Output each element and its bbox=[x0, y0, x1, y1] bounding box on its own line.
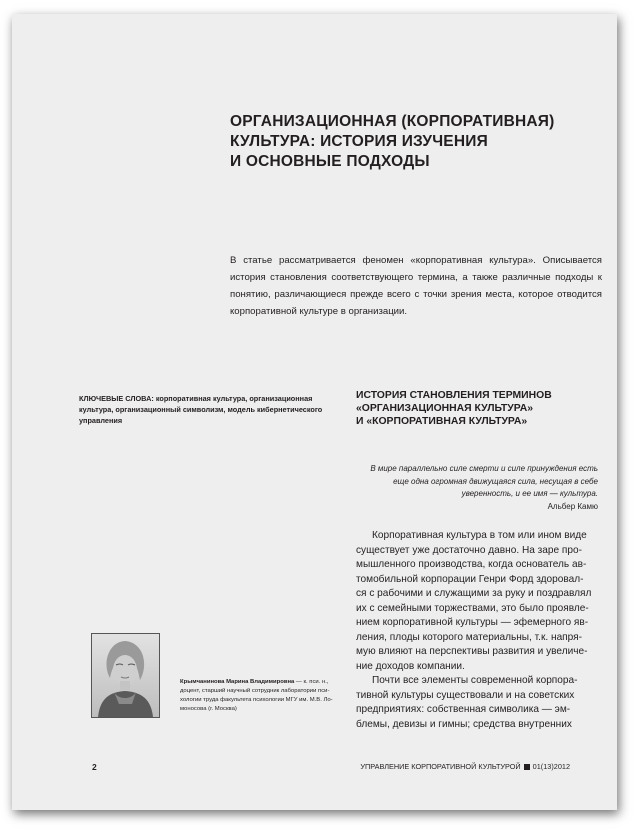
body-line: существует уже достаточно давно. На заре про- bbox=[356, 544, 582, 556]
epigraph bbox=[342, 463, 598, 513]
author-name: Крымчанинова Марина Владимировна bbox=[180, 679, 295, 685]
article-title-line: И ОСНОВНЫЕ ПОДХОДЫ bbox=[230, 153, 430, 170]
epigraph-line: В мире параллельно силе смерти и силе принуждения есть bbox=[370, 464, 598, 473]
journal-footer bbox=[360, 762, 570, 771]
page-number: 2 bbox=[92, 762, 97, 772]
body-line: Корпоративная культура в том или ином виде bbox=[372, 530, 587, 541]
journal-page bbox=[12, 14, 617, 810]
body-line: мую влияют на перспективы развития и увеличе- bbox=[356, 646, 588, 657]
author-bio-line: моносова (г. Москва) bbox=[180, 706, 237, 712]
body-line: тивной культуры существовали и на советских bbox=[356, 689, 575, 701]
section-heading-line: И «КОРПОРАТИВНАЯ КУЛЬТУРА» bbox=[356, 416, 528, 427]
body-line: мышленного производства, когда основатель ав- bbox=[356, 559, 587, 570]
body-line: томобильной корпорации Генри Форд здоровал- bbox=[356, 573, 584, 585]
body-line: нием корпоративной культуры — эфемерного яв- bbox=[356, 617, 589, 628]
author-bio bbox=[180, 678, 332, 714]
epigraph-line: уверенность, и ее имя — культура. bbox=[461, 489, 598, 498]
body-line: предприятиях: собственная символика — эм- bbox=[356, 704, 571, 715]
body-line: ся с рабочими и служащими за руку и поздравлял bbox=[356, 588, 592, 599]
epigraph-line: еще одна огромная движущаяся сила, несущая в себе bbox=[393, 476, 598, 486]
body-line: блемы, девизы и гимны; средства внутренних bbox=[356, 718, 572, 730]
author-degree: — к. пси. н., bbox=[294, 679, 329, 685]
epigraph-author: Альбер Камю bbox=[547, 501, 598, 511]
body-line: Почти все элементы современной корпора- bbox=[372, 675, 578, 686]
section-heading-line: «ОРГАНИЗАЦИОННАЯ КУЛЬТУРА» bbox=[356, 403, 534, 414]
section-heading-line: ИСТОРИЯ СТАНОВЛЕНИЯ ТЕРМИНОВ bbox=[356, 390, 552, 401]
author-photo bbox=[91, 633, 160, 718]
article-body bbox=[356, 529, 591, 732]
section-heading bbox=[356, 389, 606, 428]
journal-issue: 01(13)2012 bbox=[532, 762, 570, 771]
author-bio-line: доцент, старший научный сотрудник лаборатории пси- bbox=[180, 688, 330, 694]
square-bullet-icon bbox=[524, 764, 530, 770]
journal-name: УПРАВЛЕНИЕ КОРПОРАТИВНОЙ КУЛЬТУРОЙ bbox=[360, 762, 521, 771]
body-line: ние доходов компании. bbox=[356, 660, 465, 672]
author-portrait-image bbox=[92, 634, 159, 717]
article-title bbox=[230, 112, 630, 172]
author-bio-line: хологии труда факультета психологии МГУ им. М.В. Ло- bbox=[180, 697, 333, 703]
article-keywords: КЛЮЧЕВЫЕ СЛОВА: корпоративная культура, организационная культура, организационный символизм, модель кибернетического управления bbox=[79, 394, 323, 425]
article-abstract: В статье рассматривается феномен «корпоративная культура». Описывается история становления соответствующего термина, а также различные подходы к понятию, различающиеся прежде всего с точки зрения места, которое отводится корпоративной культуре в организации. bbox=[230, 255, 602, 317]
author-bio-first-line bbox=[180, 678, 332, 687]
article-title-line: КУЛЬТУРА: ИСТОРИЯ ИЗУЧЕНИЯ bbox=[230, 133, 488, 150]
body-line: их с семейными торжествами, это было проявле- bbox=[356, 602, 589, 614]
body-line: ления, плоды которого материальны, т.к. напря- bbox=[356, 631, 582, 643]
article-title-line: ОРГАНИЗАЦИОННАЯ (КОРПОРАТИВНАЯ) bbox=[230, 113, 555, 130]
